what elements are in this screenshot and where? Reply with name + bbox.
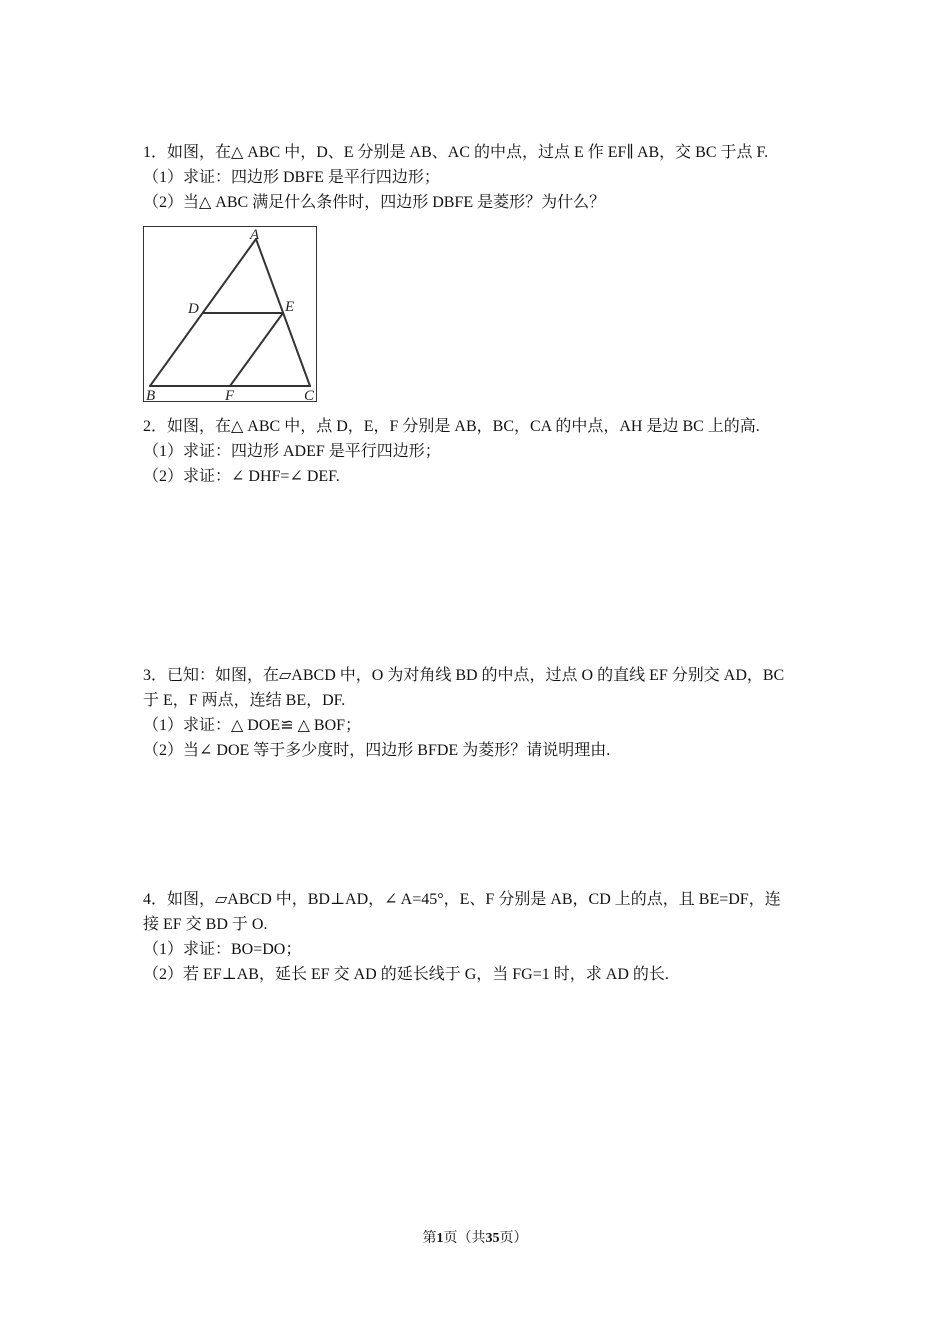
page-footer — [0, 1230, 950, 1248]
q2-part1: （1）求证：四边形 ADEF 是平行四边形； — [143, 443, 441, 460]
q1-stem-line: 1．如图，在△ ABC 中，D、E 分别是 AB、AC 的中点，过点 E 作 EF∥ AB，交 BC 于点 F. — [143, 144, 769, 161]
footer-page-number: 1 — [436, 1231, 444, 1246]
q3-part1: （1）求证：△ DOE≌ △ BOF； — [143, 717, 362, 734]
label-e: E — [285, 299, 295, 315]
label-b: B — [146, 388, 156, 401]
label-c: C — [304, 388, 315, 401]
q4-part2: （2）若 EF⊥AB，延长 EF 交 AD 的延长线于 G，当 FG=1 时，求 AD 的长. — [143, 966, 669, 983]
footer-total-pages: 35 — [485, 1231, 500, 1246]
q4-stem-line-2: 接 EF 交 BD 于 O. — [143, 916, 268, 933]
label-f: F — [225, 388, 235, 401]
q1-triangle-figure — [143, 226, 317, 402]
q1-part1: （1）求证：四边形 DBFE 是平行四边形； — [143, 169, 440, 186]
footer-suffix: 页） — [499, 1231, 528, 1246]
q3-part2: （2）当∠ DOE 等于多少度时，四边形 BFDE 为菱形？请说明理由. — [143, 742, 611, 759]
footer-middle: 页（共 — [443, 1231, 486, 1246]
q2-part2: （2）求证：∠ DHF=∠ DEF. — [143, 468, 340, 485]
q3-stem-line-2: 于 E，F 两点，连结 BE，DF. — [143, 692, 346, 709]
label-a: A — [250, 227, 260, 243]
q3-stem-line-1: 3．已知：如图，在▱ABCD 中，O 为对角线 BD 的中点，过点 O 的直线 EF 分别交 AD，BC — [143, 667, 785, 684]
q2-stem-line: 2．如图，在△ ABC 中，点 D，E，F 分别是 AB，BC，CA 的中点，AH 是边 BC 上的高. — [143, 418, 760, 435]
triangle-diagram — [144, 227, 316, 401]
q1-part2: （2）当△ ABC 满足什么条件时，四边形 DBFE 是菱形？为什么？ — [143, 194, 606, 211]
q4-part1: （1）求证：BO=DO； — [143, 941, 302, 958]
q4-stem-line-1: 4．如图，▱ABCD 中，BD⊥AD，∠ A=45°，E、F 分别是 AB，CD 上的点，且 BE=DF，连 — [143, 891, 781, 908]
segment-ef — [230, 313, 283, 386]
label-d: D — [188, 301, 199, 317]
footer-prefix: 第 — [422, 1231, 437, 1246]
